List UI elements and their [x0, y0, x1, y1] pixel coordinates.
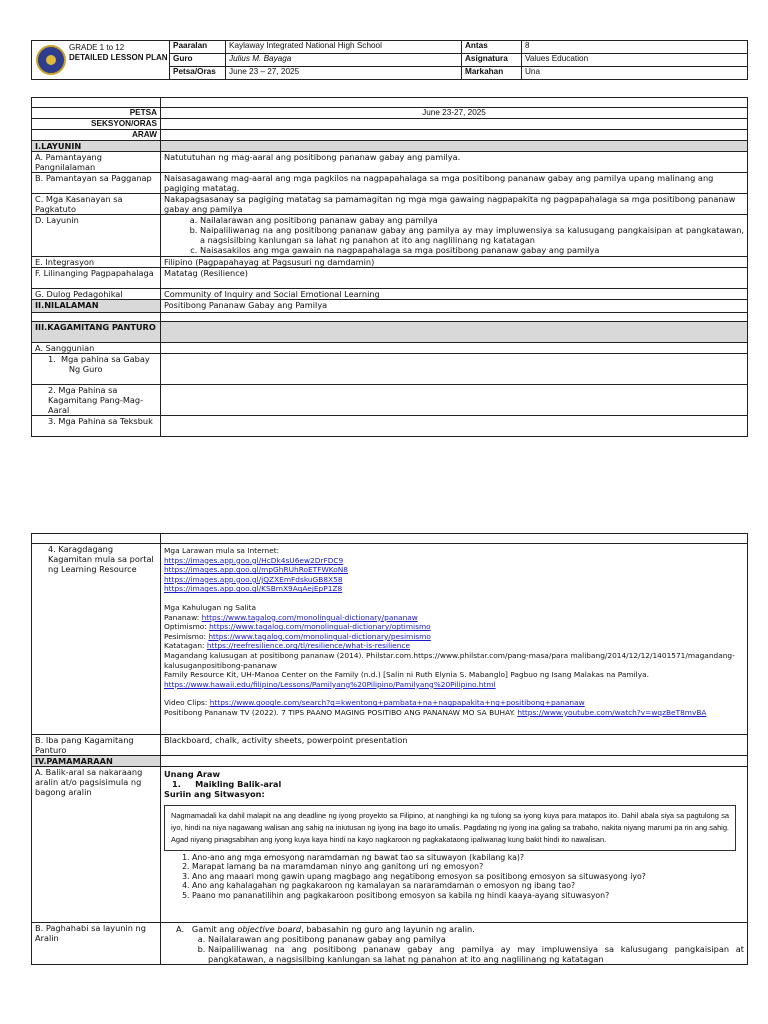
integrasyon-text: Filipino (Pagpapahayag at Pagsusuri ng damdamin)	[161, 257, 748, 268]
iba-kagamitan-text: Blackboard, chalk, activity sheets, powerpoint presentation	[161, 735, 748, 756]
nilalaman-text: Positibong Pananaw Gabay ang Pamilya	[161, 300, 748, 313]
markahan-label: Markahan	[462, 67, 522, 80]
asignatura-label: Asignatura	[462, 54, 522, 67]
paghahabi-item: b. Naipaliliwanag na ang positibong pananaw gabay ang pamilya ay may impluwensiya sa kalusugang pangkaisipan at pangkatawan, a nagsisilbing kanlungan sa lahat ng panahon at ito ang naglilinang ng katatagan	[208, 944, 744, 964]
lesson-plan-table-2	[31, 533, 748, 965]
sanggunian-label: A. Sanggunian	[32, 343, 161, 354]
karagdagang-kagamitan-label: 4. Karagdagang Kagamitan mula sa portal ng Learning Resource	[32, 544, 161, 735]
larawan-title: Mga Larawan mula sa Internet:	[164, 546, 280, 555]
family-resource-link[interactable]: https://www.hawaii.edu/filipino/Lessons/Pamilyang%20Pilipino/Pamilyang%20Pilipino.html	[164, 679, 496, 689]
magandang-kalusugan-ref: Magandang kalusugan at positibong pananaw (2014). Philstar.com.https://www.philstar.com/pang-masa/para malibang/2014/12/12/1401571/magandang-kalusuganpositibong-pananaw	[164, 650, 735, 670]
layunin-item: a. Nailalarawan ang positibong pananaw gabay ang pamilya	[200, 215, 744, 225]
pagpapahalaga-label: F. Lilinanging Pagpapahalaga	[32, 268, 161, 289]
pamantayan-pagganap-text: Naisasagawang mag-aaral ang mga pagkilos na nagpapahalaga sa mga positibong pananaw gabay ang pamilya upang malinang ang pagiging matatag.	[161, 173, 748, 194]
katatagan-ref	[164, 641, 744, 651]
pamamaraan-heading: IV.PAMAMARAAN	[32, 756, 161, 767]
layunin-heading: I.LAYUNIN	[32, 141, 161, 152]
pesimismo-ref	[164, 632, 744, 642]
pesimismo-link[interactable]: https://www.tagalog.com/monolingual-dictionary/pesimismo	[208, 631, 431, 641]
pananaw-link[interactable]: https://www.tagalog.com/monolingual-dictionary/pananaw	[201, 612, 418, 622]
deped-seal-icon	[36, 45, 66, 75]
paaralan-label: Paaralan	[170, 41, 226, 54]
petsa-oras-label: Petsa/Oras	[170, 67, 226, 80]
maikling-balik-aral: 1. Maikling Balik-aral	[172, 779, 282, 789]
positibong-tv-text: Positibong Pananaw TV (2022). 7 TIPS PAANO MAGING POSITIBO ANG PANANAW MO SA BUHAY.	[164, 707, 518, 717]
grade-label: GRADE 1 to 12	[69, 43, 125, 52]
balik-aral-label: A. Balik-aral sa nakaraang aralin at/o pagsisimula ng bagong aralin	[32, 767, 161, 923]
optimismo-link[interactable]: https://www.tagalog.com/monolingual-dictionary/optimismo	[209, 622, 431, 632]
pamantayang-pangnilalaman-label: A. Pamantayang Pangnilalaman	[32, 152, 161, 173]
gamit-em: objective board	[237, 924, 302, 934]
header-table	[31, 40, 748, 80]
karagdagang-kagamitan-cell	[161, 544, 748, 735]
kagamitang-mag-aaral-label: 2. Mga Pahina sa Kagamitang Pang-Mag- Aaral	[32, 385, 161, 416]
layunin-list-cell	[161, 215, 748, 257]
iba-kagamitan-label: B. Iba pang Kagamitang Panturo	[32, 735, 161, 756]
guro-label: Guro	[170, 54, 226, 67]
layunin-item: c. Naisasakilos ang mga gawain na nagpapahalaga sa mga positibong pananaw gabay ang pamilya	[200, 245, 744, 255]
dulog-label: G. Dulog Pedagohikal	[32, 289, 161, 300]
image-link[interactable]: https://images.app.goo.gl/HcDk4sU6ew2DrFDC9	[164, 555, 344, 565]
paghahabi-label: B. Paghahabi sa layunin ng Aralin	[32, 923, 161, 965]
unang-araw: Unang Araw	[164, 769, 221, 779]
layunin-label: D. Layunin	[32, 215, 161, 257]
balik-aral-cell	[161, 767, 748, 923]
pananaw-label: Pananaw:	[164, 612, 202, 622]
positibong-tv-ref	[164, 708, 744, 718]
integrasyon-label: E. Integrasyon	[32, 257, 161, 268]
pananaw-ref	[164, 613, 744, 623]
asignatura-value: Values Education	[522, 54, 748, 67]
gamit-objective-board: A. Gamit ang objective board, babasahin ng guro ang layunin ng aralin.	[176, 924, 475, 934]
kasanayan-text: Nakapagsasanay sa pagiging matatag sa pamamagitan ng mga mga gawaing nagpapakita ng pagpapahalaga sa mga positibong pananaw gabay ang pamilya	[161, 194, 748, 215]
araw-label: ARAW	[32, 130, 161, 141]
seksyon-label: SEKSYON/ORAS	[32, 119, 161, 130]
lesson-plan-table-1	[31, 97, 748, 437]
tanong-item: 4. Ano ang kahalagahan ng pagkakaroon ng kamalayan sa nararamdaman o emosyon ng ibang tao?	[192, 881, 744, 890]
video-clips-ref	[164, 698, 744, 708]
nilalaman-heading: II.NILALAMAN	[32, 300, 161, 313]
gabay-guro-label: 1. Mga pahina sa Gabay Ng Guro	[32, 354, 161, 385]
pesimismo-label: Pesimismo:	[164, 631, 209, 641]
youtube-link[interactable]: https://www.youtube.com/watch?v=wqzBeT8mvBA	[517, 707, 707, 717]
layunin-item: b. Naipaliliwanag na ang positibong pananaw gabay ang pamilya ay may impluwensiya sa kalusugang pangkaisipan at pangkatawan, a nagsisilbing kanlungan sa lahat ng panahon at ito ang naglilinang ng katatagan	[200, 225, 744, 245]
optimismo-ref	[164, 622, 744, 632]
tanong-item: 1. Ano-ano ang mga emosyong naramdaman ng bawat tao sa situwayon (kabilang ka)?	[192, 853, 744, 862]
katatagan-label: Katatagan:	[164, 641, 207, 651]
header-logo-cell	[32, 41, 170, 80]
kasanayan-label: C. Mga Kasanayan sa Pagkatuto	[32, 194, 161, 215]
paaralan-value: Kaylaway Integrated National High School	[226, 41, 462, 54]
tanong-item: 3. Ano ang maaari mong gawin upang magbago ang negatibong emosyon sa positibong emosyon sa situwasyong iyo?	[192, 872, 744, 881]
kagamitan-heading: III.KAGAMITANG PANTURO	[32, 322, 161, 343]
sitwasyon-box: Nagmamadali ka dahil malapit na ang deadline ng iyong proyekto sa Filipino, at nanghingi ka ng tulong sa iyong kuya para matapos ito. Dahil abala siya sa pagtulong sa iyo, hindi na niya nagawang walisan ang sahig na iniutusan ng iyong ina bago ito umalis. Pagdating ng iyong ina galing sa trabaho, nakita niyang marumi pa rin ang sahig. Agad niyang pinagsabihan ang iyong kuya kaya hindi na kayo nagkaroon ng pagkakataong ipaliwanag kung bakit hindi ito nawalisan.	[164, 805, 736, 851]
video-label: Video Clips:	[164, 698, 210, 708]
katatagan-link[interactable]: https://reefresilience.org/tl/resilience/what-is-resilience	[206, 641, 411, 651]
petsa-value: June 23-27, 2025	[161, 108, 748, 119]
gamit-pre: Gamit ang	[191, 924, 238, 934]
video-link[interactable]: https://www.google.com/search?q=kwentong+pambata+na+nagpapakita+ng+positibong+pananaw	[209, 698, 585, 708]
pagpapahalaga-text: Matatag (Resilience)	[161, 268, 748, 289]
gamit-post: , babasahin ng guro ang layunin ng aralin.	[301, 924, 475, 934]
plan-label: DETAILED LESSON PLAN	[69, 53, 168, 62]
image-link[interactable]: https://images.app.goo.gl/jQZXEmFdskuGB8X58	[164, 574, 343, 584]
suriin-sitwasyon: Suriin ang Sitwasyon:	[164, 789, 265, 799]
markahan-value: Una	[522, 67, 748, 80]
maikling-text: Maikling Balik-aral	[195, 779, 282, 789]
teksbuk-label: 3. Mga Pahina sa Teksbuk	[32, 416, 161, 437]
paghahabi-cell	[161, 923, 748, 965]
image-link[interactable]: https://images.app.goo.gl/KSBmX9AqAejEpP1Z8	[164, 584, 343, 594]
antas-label: Antas	[462, 41, 522, 54]
guro-value: Julius M. Bayaga	[226, 54, 462, 67]
dulog-text: Community of Inquiry and Social Emotional Learning	[161, 289, 748, 300]
tanong-item: 5. Paano mo pananatilihin ang pagkakaroon positibong emosyon sa kabila ng hindi kaaya-ayang situwasyon?	[192, 891, 744, 900]
family-resource-ref: Family Resource Kit, UH-Manoa Center on the Family (n.d.) [Salin ni Ruth Elynia S. Mabanglo] Pagbuo ng Isang Malakas na Pamilya.	[164, 670, 649, 680]
tanong-item: 2. Marapat lamang ba na maramdaman ninyo ang ganitong uri ng emosyon?	[192, 862, 744, 871]
petsa-oras-value: June 23 – 27, 2025	[226, 67, 462, 80]
pamantayang-pangnilalaman-text: Natututuhan ng mag-aaral ang positibong pananaw gabay ang pamilya.	[161, 152, 748, 173]
petsa-label: PETSA	[32, 108, 161, 119]
image-link[interactable]: https://images.app.goo.gl/mpGhRUhRoETFWKoN8	[164, 565, 348, 575]
pamantayan-pagganap-label: B. Pamantayan sa Pagganap	[32, 173, 161, 194]
optimismo-label: Optimismo:	[164, 622, 210, 632]
antas-value: 8	[522, 41, 748, 54]
kahulugan-title: Mga Kahulugan ng Salita	[164, 602, 257, 612]
paghahabi-item: a. Nailalarawan ang positibong pananaw gabay ang pamilya	[208, 934, 744, 944]
